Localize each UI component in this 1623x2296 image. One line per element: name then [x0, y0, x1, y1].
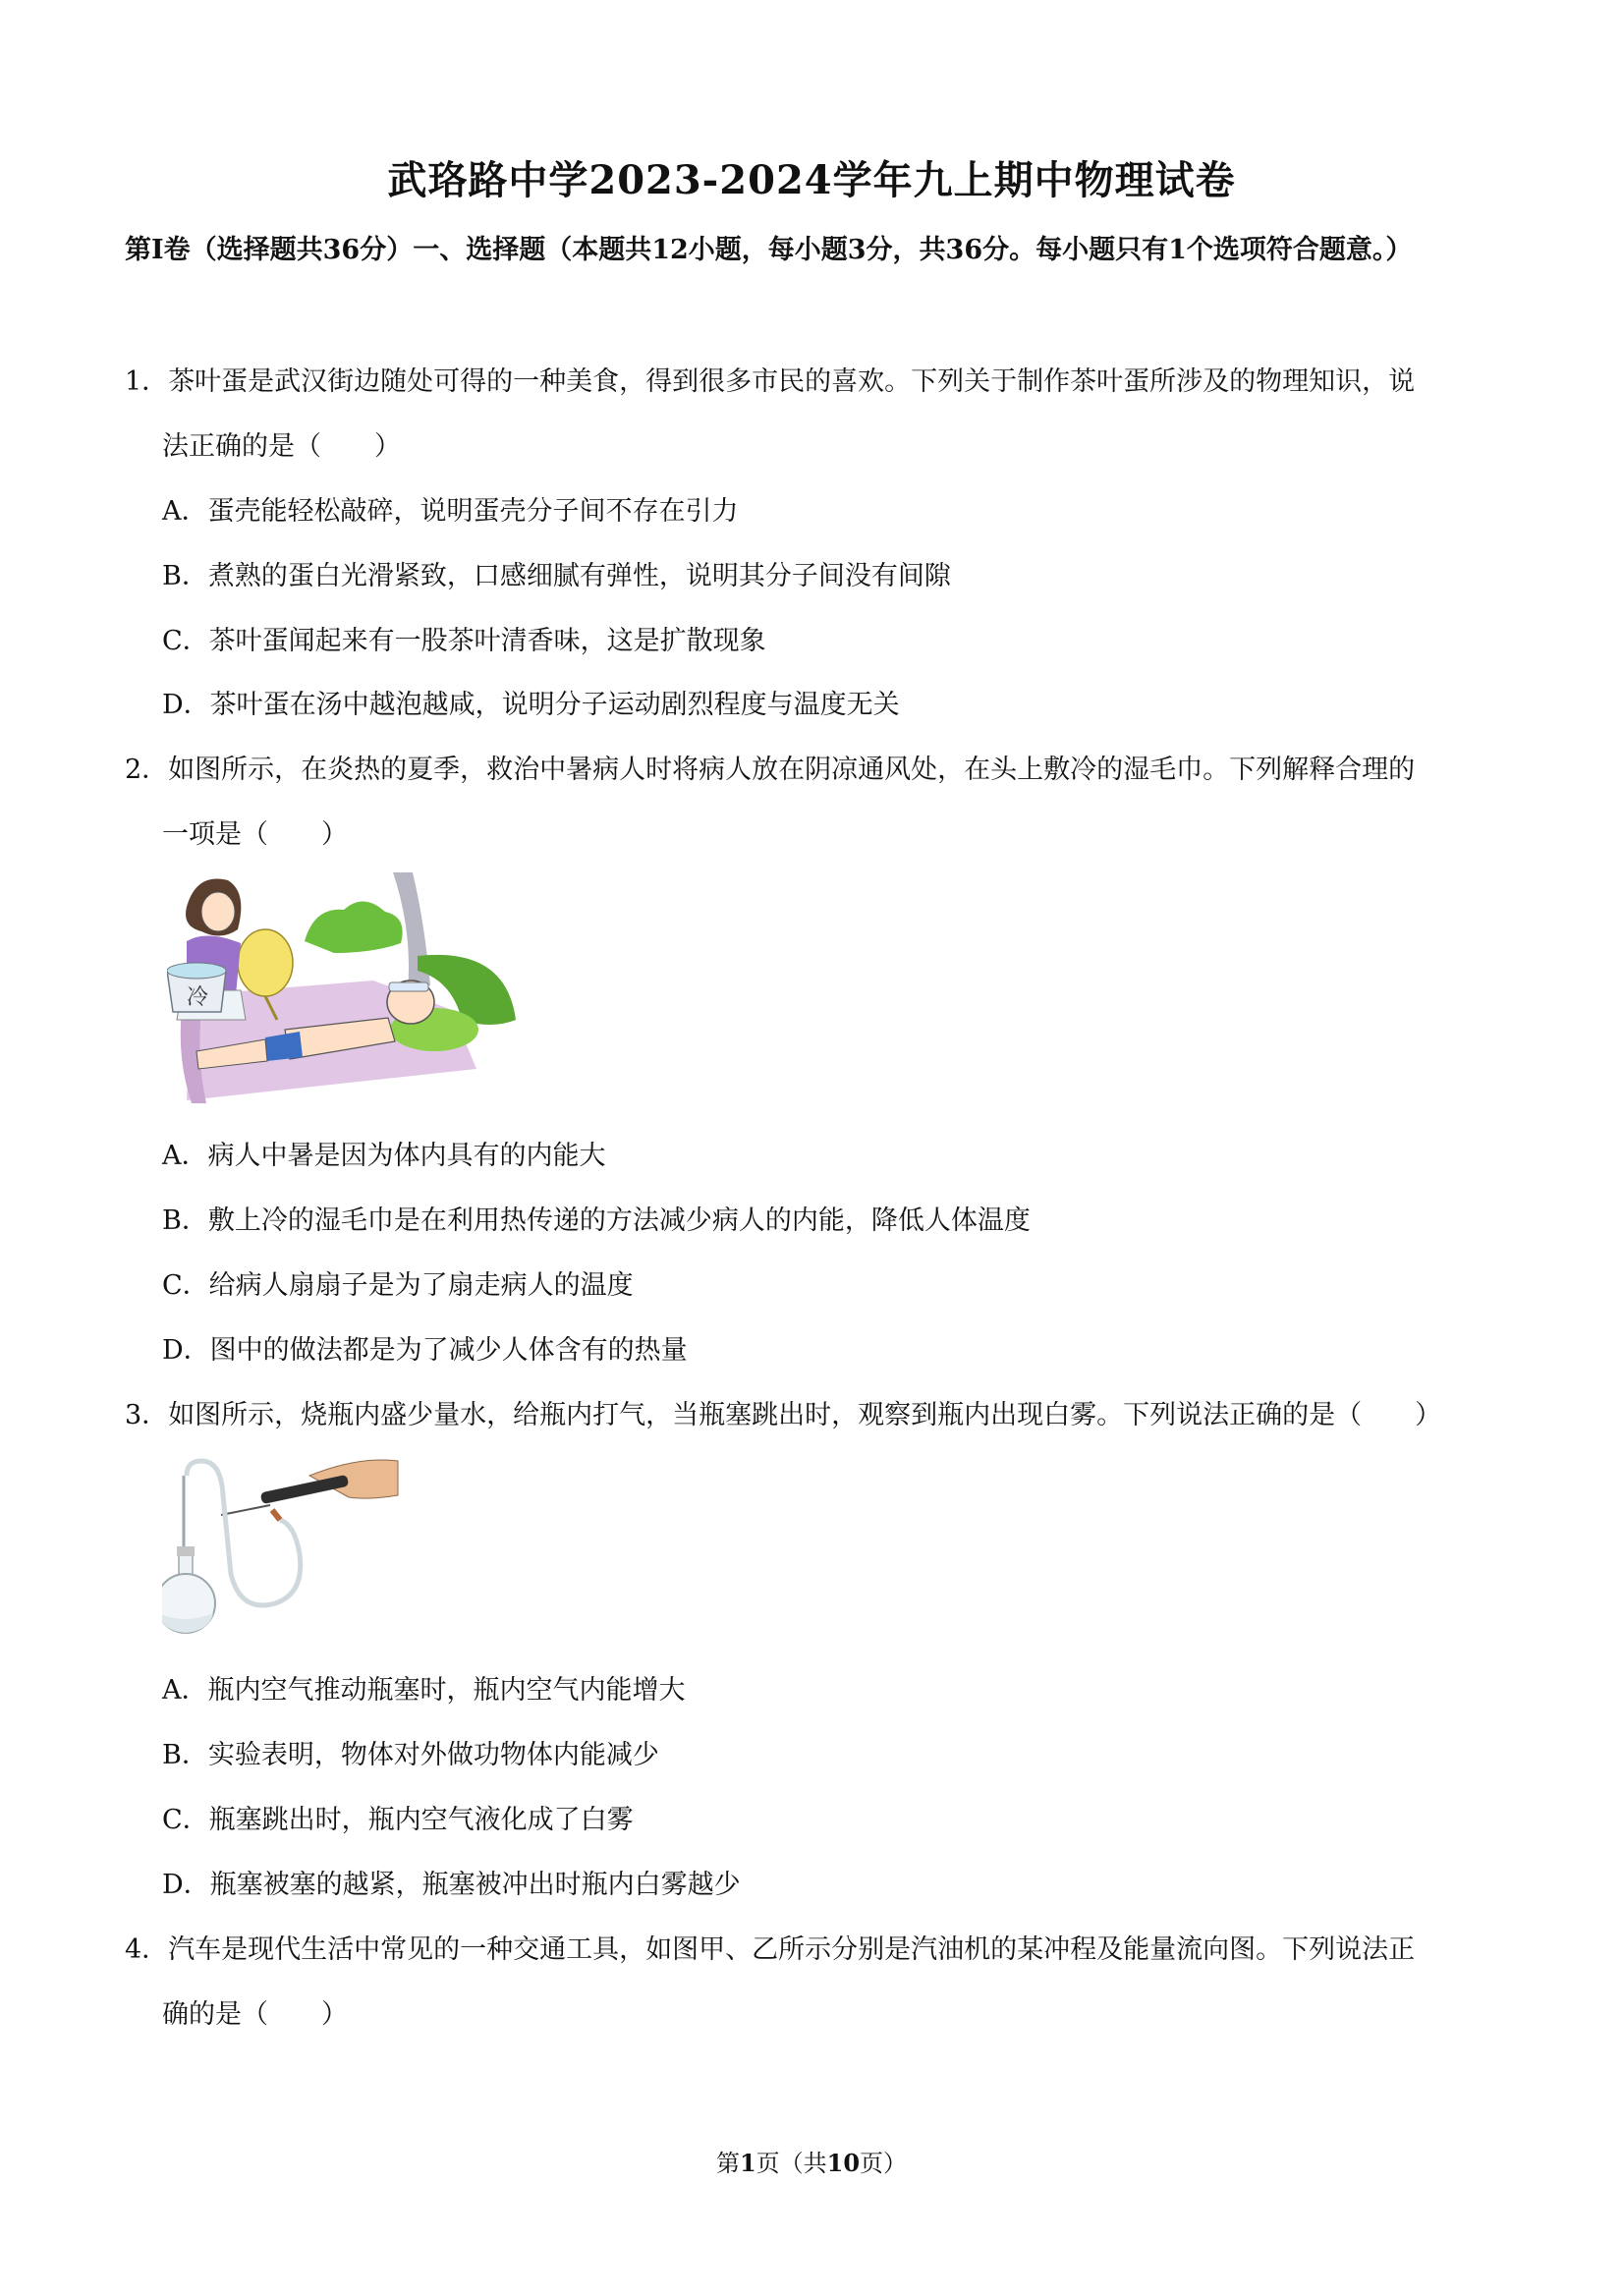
question-3-option-c: C．瓶塞跳出时，瓶内空气液化成了白雾: [162, 1805, 634, 1835]
question-3-option-a: A．瓶内空气推动瓶塞时，瓶内空气内能增大: [162, 1675, 686, 1706]
wet-towel: [389, 982, 428, 991]
question-1-stem: [125, 360, 1415, 398]
flask-stopper: [177, 1546, 195, 1556]
heatstroke-illustration: [167, 872, 526, 1108]
question-3-option-b: B．实验表明，物体对外做功物体内能减少: [162, 1740, 659, 1770]
question-1-option-d: D．茶叶蛋在汤中越泡越咸，说明分子运动剧烈程度与温度无关: [162, 690, 900, 720]
question-1-option-b: B．煮熟的蛋白光滑紧致，口感细腻有弹性，说明其分子间没有间隙: [162, 561, 951, 591]
basin-label: 冷: [187, 984, 209, 1009]
question-number: 4．: [125, 1934, 169, 1965]
question-3-stem: [125, 1393, 1441, 1431]
page-number: 1: [739, 2149, 756, 2177]
question-2-option-c: C．给病人扇扇子是为了扇走病人的温度: [162, 1270, 634, 1301]
page-title: 武珞路中学2023-2024学年九上期中物理试卷: [387, 157, 1236, 203]
question-1-option-a: A．蛋壳能轻松敲碎，说明蛋壳分子间不存在引力: [162, 496, 739, 527]
question-2-option-b: B．敷上冷的湿毛巾是在利用热传递的方法减少病人的内能，降低人体温度: [162, 1205, 1031, 1236]
question-text: 如图所示，在炎热的夏季，救治中暑病人时将病人放在阴凉通风处，在头上敷冷的湿毛巾。下列解释合理的: [168, 755, 1416, 785]
question-4-stem-cont: 确的是（ ）: [162, 1999, 348, 2030]
hand-fan: [238, 929, 293, 996]
page-total: 10: [826, 2149, 861, 2177]
question-3-option-d: D．瓶塞被塞的越紧，瓶塞被冲出时瓶内白雾越少: [162, 1870, 741, 1900]
question-text: 茶叶蛋是武汉街边随处可得的一种美食，得到很多市民的喜欢。下列关于制作茶叶蛋所涉及的物理知识，说: [168, 366, 1416, 397]
question-text: 汽车是现代生活中常见的一种交通工具，如图甲、乙所示分别是汽油机的某冲程及能量流向图。下列说法正: [168, 1934, 1416, 1965]
flask-pump-illustration: [162, 1456, 408, 1638]
woman-face: [201, 892, 235, 931]
question-2-stem: [125, 748, 1415, 786]
page-footer: 第1页（共10页）: [715, 2149, 908, 2177]
hand: [309, 1460, 398, 1498]
question-number: 3．: [125, 1400, 169, 1430]
bush: [305, 901, 403, 953]
question-1-option-c: C．茶叶蛋闻起来有一股茶叶清香味，这是扩散现象: [162, 626, 766, 656]
question-2-option-a: A．病人中暑是因为体内具有的内能大: [162, 1141, 606, 1171]
question-1-stem-cont: 法正确的是（ ）: [162, 431, 401, 462]
question-text: 如图所示，烧瓶内盛少量水，给瓶内打气，当瓶塞跳出时，观察到瓶内出现白雾。下列说法正确的是（ ）: [168, 1400, 1442, 1430]
question-2-stem-cont: 一项是（ ）: [162, 819, 348, 850]
question-4-stem: [125, 1928, 1415, 1966]
question-2-option-d: D．图中的做法都是为了减少人体含有的热量: [162, 1335, 688, 1366]
question-number: 1．: [125, 366, 169, 397]
question-number: 2．: [125, 755, 169, 785]
section-header: 第Ⅰ卷（选择题共36分）一、选择题（本题共12小题，每小题3分，共36分。每小题只有1个选项符合题意。）: [125, 235, 1413, 265]
